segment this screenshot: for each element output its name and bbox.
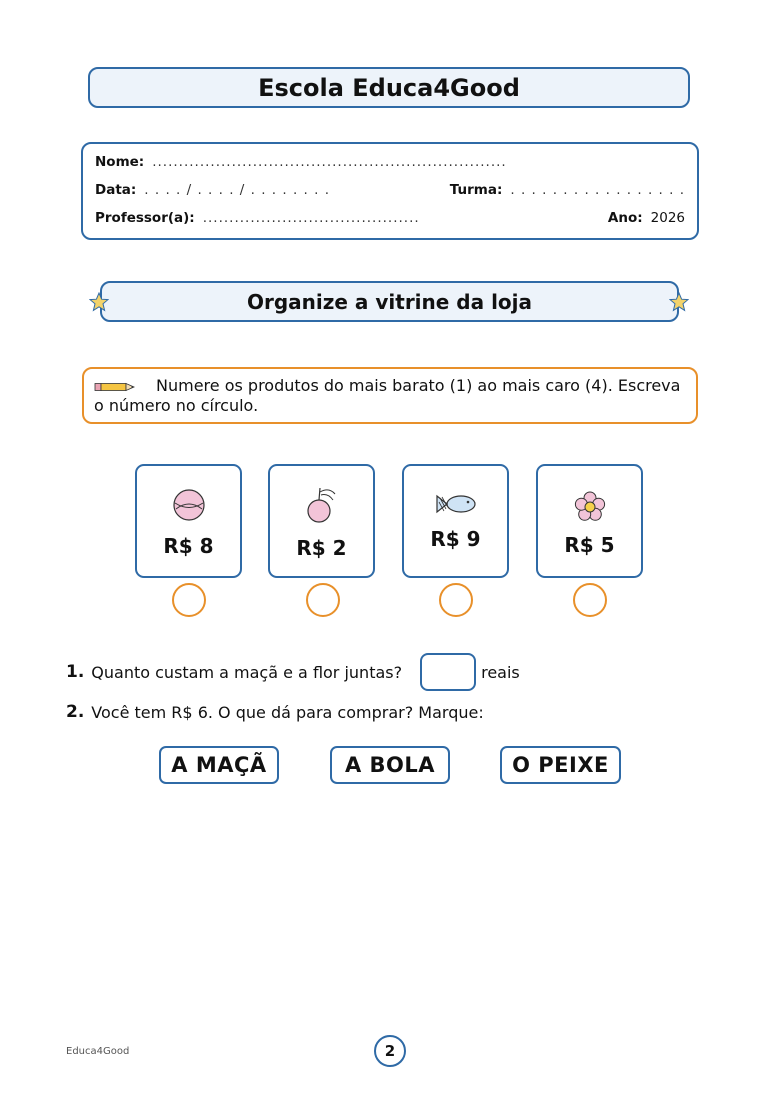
star-icon [89, 292, 109, 312]
answer-box[interactable] [420, 653, 476, 691]
fish-icon [434, 492, 478, 516]
section-title-box [100, 281, 679, 322]
class-field[interactable]: . . . . . . . . . . . . . . . . . [510, 182, 685, 198]
year-value: 2026 [650, 210, 685, 226]
name-row [95, 152, 685, 172]
option-ball-button[interactable] [330, 746, 450, 784]
product-card-fish [402, 464, 509, 578]
question-2 [66, 700, 484, 724]
school-title-box [88, 67, 690, 108]
name-field[interactable]: ................................................................... [152, 154, 507, 170]
question-number: 1. [66, 662, 85, 682]
option-apple-button[interactable] [159, 746, 279, 784]
question-text: Quanto custam a maçã e a flor juntas? [91, 662, 403, 682]
class-label: Turma: [449, 182, 503, 198]
rank-circle-flower[interactable] [573, 583, 607, 617]
option-fish-button[interactable] [500, 746, 621, 784]
year-label: Ano: [607, 210, 643, 226]
footer-brand: Educa4Good [66, 1046, 130, 1057]
date-field[interactable]: . . . . / . . . . / . . . . . . . . [144, 182, 330, 198]
rank-circle-ball[interactable] [172, 583, 206, 617]
teacher-label: Professor(a): [95, 210, 195, 226]
option-label: A BOLA [344, 753, 436, 777]
name-label: Nome: [95, 154, 145, 170]
apple-icon [305, 484, 339, 524]
question-text: Você tem R$ 6. O que dá para comprar? Marque: [91, 702, 484, 722]
teacher-field[interactable]: ......................................... [202, 210, 420, 226]
price-label: R$ 2 [296, 536, 347, 560]
instruction-text: Numere os produtos do mais barato (1) ao mais caro (4). Escreva o número no círculo. [94, 376, 681, 415]
price-label: R$ 9 [430, 527, 481, 551]
section-title: Organize a vitrine da loja [246, 289, 533, 314]
question-number: 2. [66, 702, 85, 722]
rank-circle-fish[interactable] [439, 583, 473, 617]
price-label: R$ 5 [564, 533, 615, 557]
date-row [95, 180, 685, 200]
page-number-text: 2 [384, 1042, 396, 1060]
price-label: R$ 8 [163, 534, 214, 558]
date-label: Data: [95, 182, 137, 198]
star-icon [669, 292, 689, 312]
teacher-row [95, 208, 685, 228]
answer-unit: reais [481, 662, 520, 682]
instruction-box [82, 367, 698, 424]
pencil-icon [94, 382, 136, 392]
option-label: O PEIXE [512, 753, 609, 777]
product-card-apple [268, 464, 375, 578]
rank-circle-apple[interactable] [306, 583, 340, 617]
question-1 [66, 652, 520, 692]
product-card-ball [135, 464, 242, 578]
option-label: A MAÇÃ [171, 753, 267, 777]
page-number [374, 1035, 406, 1067]
ball-icon [172, 488, 206, 522]
flower-icon [573, 490, 607, 524]
student-info-box [81, 142, 699, 240]
product-card-flower [536, 464, 643, 578]
school-title: Escola Educa4Good [258, 73, 520, 102]
